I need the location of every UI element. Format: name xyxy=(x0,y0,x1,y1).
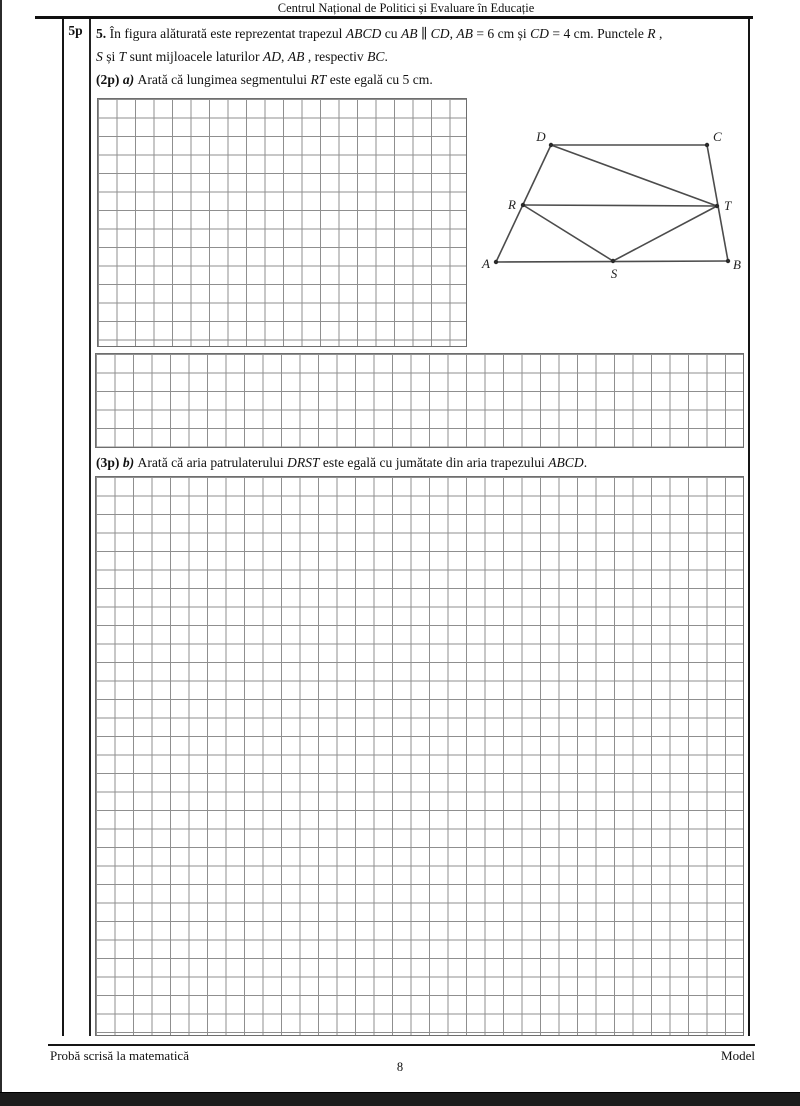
footer-rule xyxy=(48,1044,755,1046)
segment-DT xyxy=(551,145,717,206)
segment-RT xyxy=(523,205,717,206)
trapezoid-figure xyxy=(470,125,755,295)
page-number: 8 xyxy=(396,1060,404,1074)
segment-RS xyxy=(523,205,613,261)
point-T xyxy=(715,204,719,208)
scan-bottom-bar xyxy=(0,1092,800,1106)
label-C: C xyxy=(713,129,722,144)
statement-line-1: 5. În figura alăturată este reprezentat trapezul ABCD cu AB ∥ CD, AB = 6 cm și CD = 4 cm. Punctele R , xyxy=(96,26,663,41)
table-score-divider xyxy=(89,19,91,1036)
point-C xyxy=(705,143,709,147)
answer-grid-part-b xyxy=(95,476,744,1036)
point-D xyxy=(549,143,553,147)
point-S xyxy=(611,259,615,263)
label-A: A xyxy=(482,256,490,271)
part-a-prompt: (2p) a) Arată că lungimea segmentului RT este egală cu 5 cm. xyxy=(96,72,433,87)
page-left-edge xyxy=(0,0,2,1106)
segment-ST xyxy=(613,206,717,261)
point-A xyxy=(494,260,498,264)
answer-grid-middle xyxy=(95,353,744,448)
score-label: 5p xyxy=(68,23,83,38)
header-title: Centrul Național de Politici și Evaluare în Educație xyxy=(277,1,535,15)
label-D: D xyxy=(536,129,546,144)
point-B xyxy=(726,259,730,263)
footer-exam-name: Probă scrisă la matematică xyxy=(50,1048,189,1063)
label-B: B xyxy=(733,257,741,272)
label-T: T xyxy=(724,198,732,213)
problem-statement xyxy=(96,22,746,91)
footer-variant: Model xyxy=(721,1048,755,1063)
label-R: R xyxy=(508,197,516,212)
point-R xyxy=(521,203,525,207)
header-rule xyxy=(35,16,753,19)
label-S: S xyxy=(610,266,618,281)
table-border-left xyxy=(62,19,64,1036)
statement-line-2: S și T sunt mijloacele laturilor AD, AB , respectiv BC. xyxy=(96,49,388,64)
answer-grid-part-a xyxy=(97,98,467,347)
part-b-prompt: (3p) b) Arată că aria patrulaterului DRST este egală cu jumătate din aria trapezului ABCD. xyxy=(96,455,588,470)
